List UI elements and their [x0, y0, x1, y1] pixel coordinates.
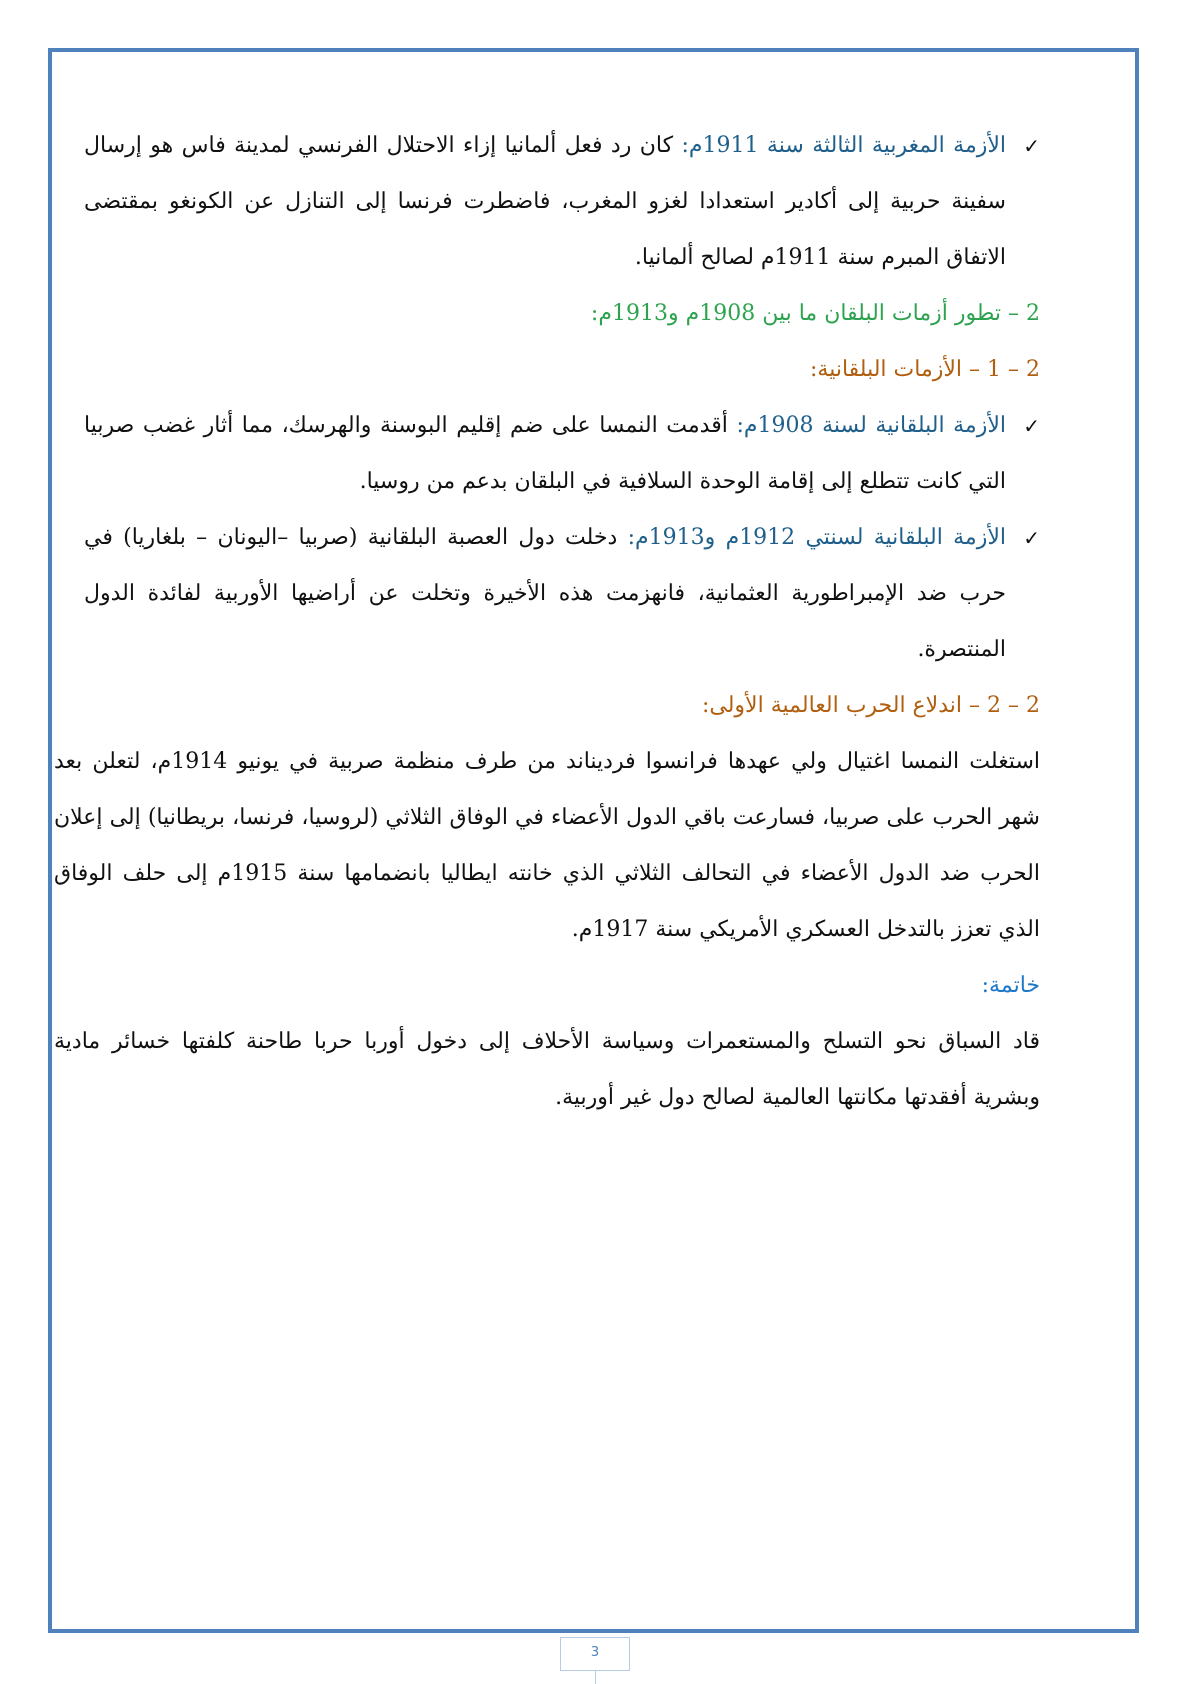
section-heading: 2 – تطور أزمات البلقان ما بين 1908م و1913م: — [590, 301, 1040, 326]
bullet-lead: الأزمة البلقانية لسنة 1908م: — [736, 413, 1006, 438]
bullet-lead: الأزمة البلقانية لسنتي 1912م و1913م: — [627, 525, 1006, 550]
bullet-balkan-1908 — [84, 398, 1040, 510]
conclusion-text: قاد السباق نحو التسلح والمستعمرات وسياسة الأحلاف إلى دخول أوربا حربا طاحنة كلفتها خسائر مادية وبشرية أفقدتها مكانتها العالمية لصالح دول غير أوربية. — [54, 1029, 1040, 1110]
bullet-balkan-1912 — [84, 510, 1040, 678]
check-icon: ✓ — [1023, 134, 1040, 158]
subsection-heading: 2 – 1 – الأزمات البلقانية: — [810, 357, 1040, 382]
paragraph-ww1: استغلت النمسا اغتيال ولي عهدها فرانسوا فرديناند من طرف منظمة صربية في يونيو 1914م، لتعلن بعد شهر الحرب على صربيا، فسارعت باقي الدول الأعضاء في الوفاق الثلاثي (لروسيا، فرنسا، بريطانيا) إلى إعلان الحرب ضد الدول الأعضاء في التحالف الثلاثي الذي خانته ايطاليا بانضمامها سنة 1915م إلى حلف الوفاق الذي تعزز بالتدخل العسكري الأمريكي سنة 1917م. — [54, 749, 1040, 942]
document-body — [54, 118, 1040, 1126]
bullet-text: دخلت دول العصبة البلقانية (صربيا –اليونان – بلغاريا) في حرب ضد الإمبراطورية العثمانية، فانهزمت هذه الأخيرة وتخلت عن أراضيها الأوربية لفائدة الدول المنتصرة. — [84, 525, 1006, 662]
page-number: 3 — [560, 1637, 630, 1671]
page-number-connector — [595, 1670, 596, 1684]
bullet-lead: الأزمة المغربية الثالثة سنة 1911م: — [681, 133, 1007, 158]
bullet-text: أقدمت النمسا على ضم إقليم البوسنة والهرسك، مما أثار غضب صربيا التي كانت تتطلع إلى إقامة الوحدة السلافية في البلقان بدعم من روسيا. — [84, 413, 1006, 494]
check-icon: ✓ — [1023, 526, 1040, 550]
check-icon: ✓ — [1023, 414, 1040, 438]
bullet-text: كان رد فعل ألمانيا إزاء الاحتلال الفرنسي لمدينة فاس هو إرسال سفينة حربية إلى أكادير استعدادا لغزو المغرب، فاضطرت فرنسا إلى التنازل عن الكونغو بمقتضى الاتفاق المبرم سنة 1911م لصالح ألمانيا. — [84, 133, 1006, 270]
subsection-heading: 2 – 2 – اندلاع الحرب العالمية الأولى: — [701, 693, 1040, 718]
bullet-moroccan-crisis — [84, 118, 1040, 286]
conclusion-title: خاتمة: — [981, 973, 1040, 998]
